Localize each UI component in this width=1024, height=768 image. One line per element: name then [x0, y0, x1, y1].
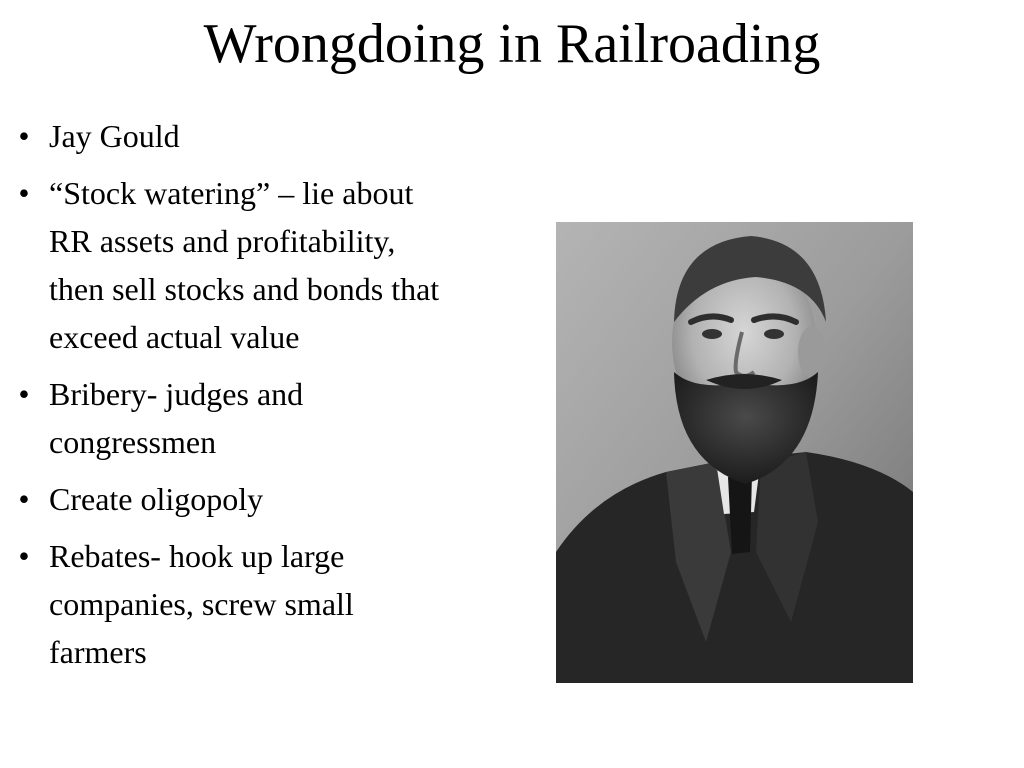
bullet-item-4: [14, 475, 444, 523]
bullet-item-3: [14, 370, 444, 466]
bullet-text: Bribery- judges and congressmen: [49, 376, 304, 460]
bullet-text: Jay Gould: [49, 118, 180, 154]
bullet-item-2: [14, 169, 444, 361]
portrait-illustration: [556, 222, 913, 683]
bullet-text: “Stock watering” – lie about RR assets and profitability, then sell stocks and bonds that exceed actual value: [49, 175, 440, 355]
bullet-text: Create oligopoly: [49, 481, 264, 517]
slide-title: Wrongdoing in Railroading: [203, 13, 821, 75]
bullet-list: [14, 112, 444, 685]
portrait-photo: [556, 222, 913, 683]
bullet-dot-icon: •: [18, 175, 30, 211]
bullet-dot-icon: •: [18, 118, 30, 154]
bullet-item-5: [14, 532, 444, 676]
bullet-dot-icon: •: [18, 481, 30, 517]
bullet-text: Rebates- hook up large companies, screw small farmers: [49, 538, 354, 670]
bullet-dot-icon: •: [18, 538, 30, 574]
bullet-dot-icon: •: [18, 376, 30, 412]
bullet-item-1: [14, 112, 444, 160]
